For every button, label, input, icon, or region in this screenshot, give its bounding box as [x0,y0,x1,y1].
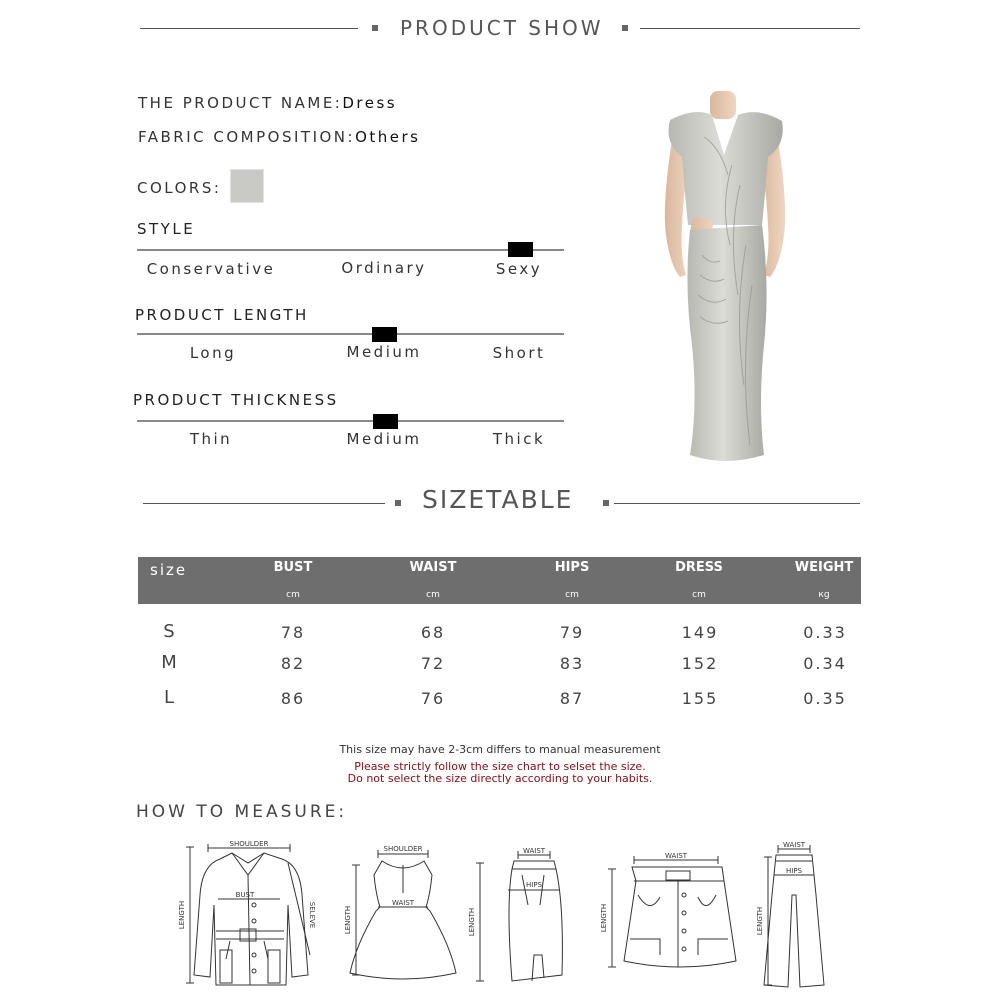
cell-hips: 83 [559,654,585,673]
length-option-long: Long [189,344,237,362]
cell-hips: 79 [559,623,585,642]
style-option-ordinary: Ordinary [341,259,427,277]
divider-dot [395,500,401,506]
divider-dot [622,25,628,31]
divider-line [140,28,358,29]
label-hips-skirt: HIPS [526,881,542,889]
column-header-hips: HIPS [554,560,590,575]
measure-diagrams [160,835,840,995]
divider-line [143,503,385,504]
thickness-option-medium: Medium [346,430,422,448]
product-name-label: THE PRODUCT NAME: [138,94,343,112]
cell-bust: 82 [280,654,306,673]
thickness-scale-marker [373,414,398,429]
style-scale-marker [508,242,533,257]
style-scale-line [137,249,564,251]
style-option-sexy: Sexy [495,260,543,278]
section-title-product-show: PRODUCT SHOW [400,16,604,40]
size-column-header: size [150,561,188,579]
label-waist-mini: WAIST [664,852,688,860]
product-dress-image [640,85,810,470]
cell-bust: 86 [280,689,306,708]
mini-skirt-diagram [608,856,736,967]
thickness-scale-line [137,420,564,422]
label-length-pants: LENGTH [756,906,764,936]
row-size: L [163,687,177,708]
note-measurement: This size may have 2-3cm differs to manual measurement [339,743,661,756]
note-habits: Do not select the size directly according to your habits. [347,772,653,785]
cell-waist: 72 [420,654,446,673]
label-length-dress: LENGTH [344,905,352,935]
length-label: PRODUCT LENGTH [135,306,309,324]
column-unit-waist: cm [426,590,440,600]
cell-hips: 87 [559,689,585,708]
fabric-composition [138,128,420,146]
product-name-value: Dress [342,94,398,112]
divider-line [614,503,860,504]
cell-dress: 152 [681,654,719,673]
color-swatch[interactable] [230,169,264,203]
cell-weight: 0.34 [803,654,847,673]
row-size: S [163,621,177,642]
divider-dot [372,25,378,31]
label-shoulder-jacket: SHOULDER [229,840,269,848]
label-bust: BUST [235,891,255,899]
row-size: M [161,652,179,673]
how-to-measure-title: HOW TO MEASURE: [136,802,348,822]
style-option-conservative: Conservative [146,260,276,278]
style-label: STYLE [137,220,196,238]
column-header-bust: BUST [273,560,313,575]
colors-label: COLORS: [137,179,222,197]
divider-line [640,28,860,29]
note-follow-chart: Please strictly follow the size chart to selset the size. [354,760,646,773]
cell-waist: 76 [420,689,446,708]
cell-bust: 78 [280,623,306,642]
column-header-weight: WEIGHT [794,560,854,575]
length-scale-line [137,333,564,335]
dress-diagram [350,850,456,979]
label-waist-dress: WAIST [391,899,415,907]
thickness-label: PRODUCT THICKNESS [133,391,339,409]
fabric-label: FABRIC COMPOSITION: [138,128,356,146]
divider-dot [603,500,609,506]
column-header-dress: DRESS [675,560,723,575]
length-option-short: Short [492,344,546,362]
column-unit-hips: cm [565,590,579,600]
cell-waist: 68 [420,623,446,642]
column-unit-weight: кg [818,590,830,600]
cell-weight: 0.33 [803,623,847,642]
skirt-diagram [476,851,562,981]
column-header-waist: WAIST [409,560,457,575]
jacket-diagram [186,844,310,985]
cell-weight: 0.35 [803,689,847,708]
section-title-sizetable: SIZETABLE [422,485,574,514]
thickness-option-thin: Thin [189,430,233,448]
label-sleeve: SELEVE [308,901,316,929]
length-scale-marker [372,327,397,342]
label-length-mini: LENGTH [600,903,608,933]
thickness-option-thick: Thick [492,430,546,448]
label-waist-skirt: WAIST [522,847,546,855]
product-name [138,94,397,112]
length-option-medium: Medium [346,343,422,361]
cell-dress: 155 [681,689,719,708]
fabric-value: Others [355,128,421,146]
column-unit-dress: cm [692,590,706,600]
label-shoulder-dress: SHOULDER [383,845,423,853]
size-table-header [138,557,861,604]
label-length-skirt: LENGTH [468,907,476,937]
label-hips-pants: HIPS [786,867,802,875]
column-unit-bust: cm [286,590,300,600]
cell-dress: 149 [681,623,719,642]
label-waist-pants: WAIST [782,841,806,849]
label-length-jacket: LENGTH [178,900,186,930]
